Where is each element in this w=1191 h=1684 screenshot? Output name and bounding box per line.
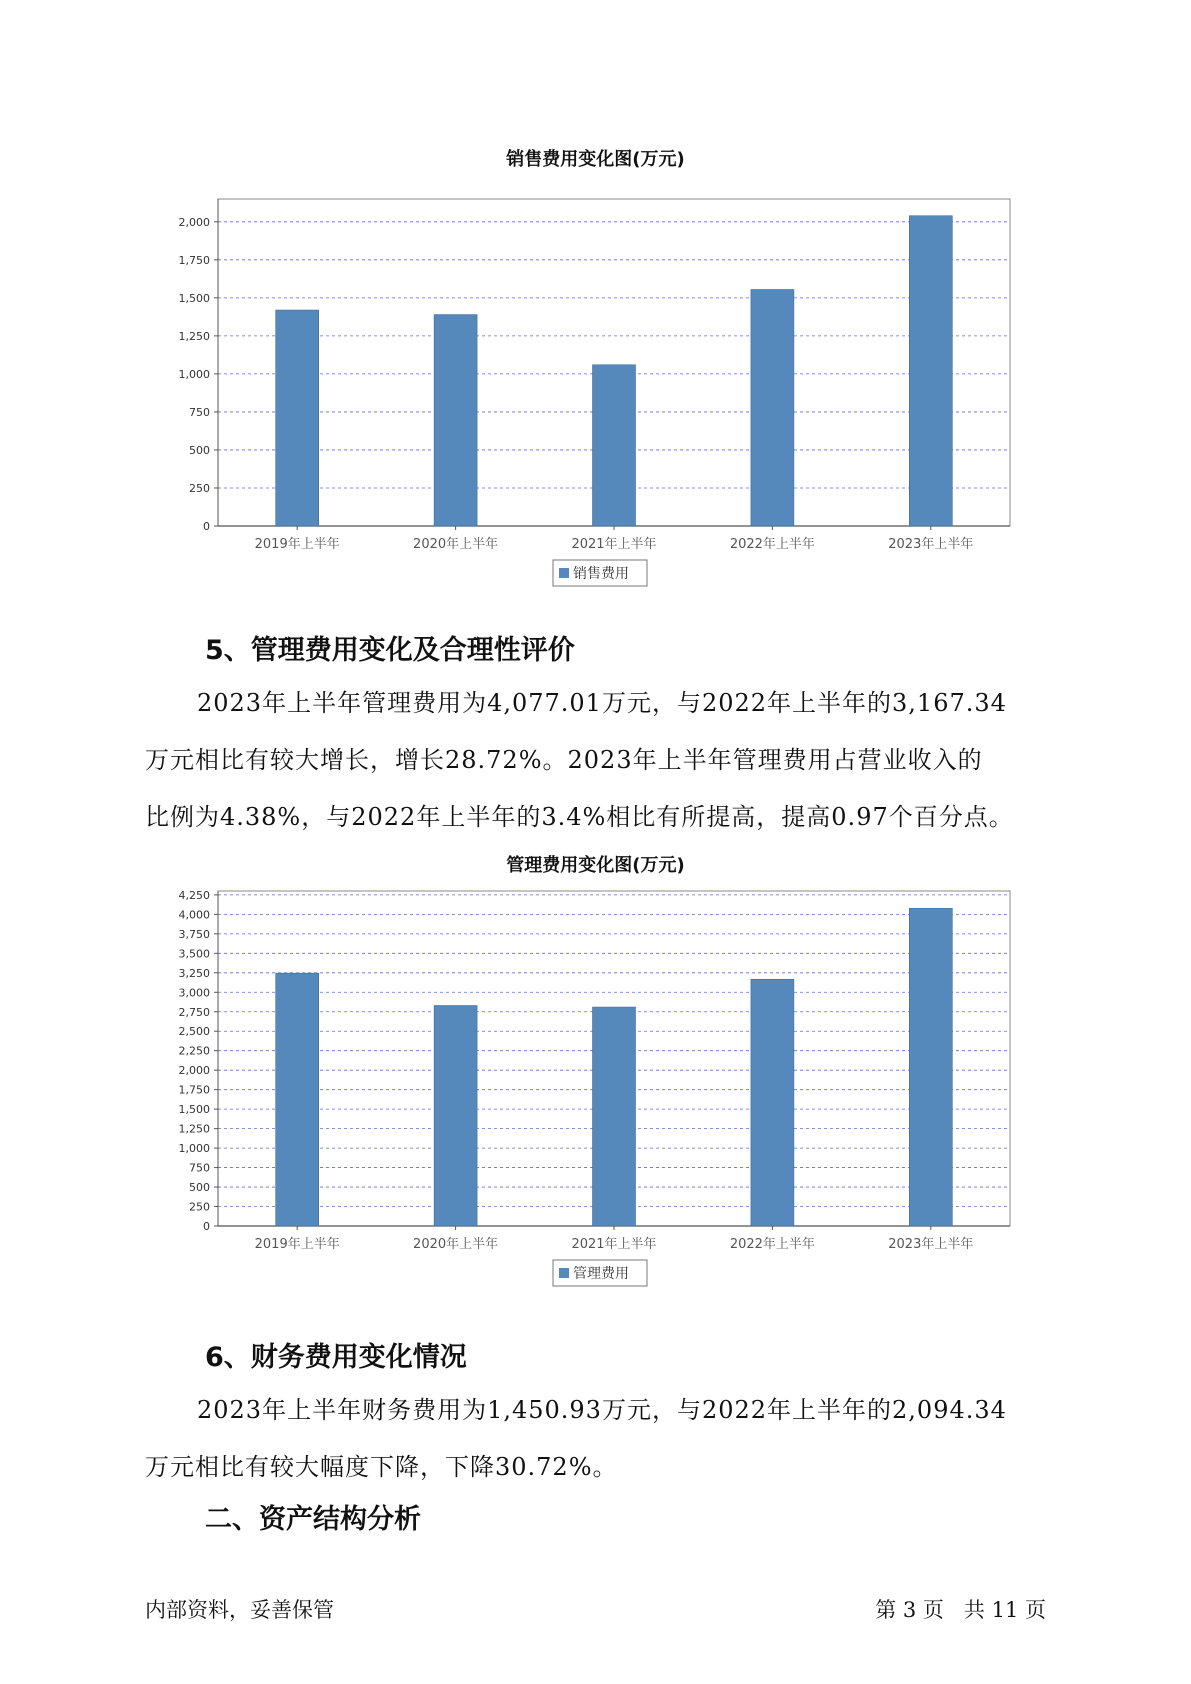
y-tick-label: 500 (189, 1181, 210, 1195)
y-tick-label: 4,000 (178, 908, 210, 922)
y-tick-label: 2,750 (178, 1005, 210, 1019)
y-tick-label: 1,500 (178, 291, 210, 305)
bar (434, 1006, 477, 1226)
y-tick-label: 3,250 (178, 966, 210, 980)
x-tick-label: 2021年上半年 (571, 1237, 657, 1252)
x-tick-label: 2023年上半年 (888, 537, 974, 552)
x-tick-label: 2020年上半年 (413, 537, 499, 552)
y-tick-label: 1,500 (178, 1103, 210, 1117)
y-tick-label: 2,000 (178, 1064, 210, 1078)
y-tick-label: 250 (189, 1200, 210, 1214)
footer-note: 内部资料，妥善保管 (145, 1598, 334, 1622)
y-tick-label: 4,250 (178, 888, 210, 902)
sales-expense-chart (0, 170, 1191, 590)
paragraph-line: 2023年上半年财务费用为1,450.93万元，与2022年上半年的2,094.34 (197, 1396, 1007, 1424)
x-tick-label: 2022年上半年 (729, 537, 815, 552)
section-heading: 二、资产结构分析 (205, 1504, 421, 1535)
y-tick-label: 3,000 (178, 986, 210, 1000)
paragraph-line: 万元相比有较大增长，增长28.72%。2023年上半年管理费用占营业收入的 (145, 746, 983, 774)
y-tick-label: 2,500 (178, 1025, 210, 1039)
y-tick-label: 750 (189, 1161, 210, 1175)
bar (276, 310, 319, 526)
y-tick-label: 0 (203, 1220, 210, 1233)
legend-label: 管理费用 (573, 1266, 629, 1282)
paragraph-line: 比例为4.38%，与2022年上半年的3.4%相比有所提高，提高0.97个百分点。 (145, 803, 1014, 831)
section6-paragraph (145, 1382, 1045, 1496)
y-tick-label: 250 (189, 481, 210, 495)
x-tick-label: 2020年上半年 (413, 1237, 499, 1252)
section-heading: 6、财务费用变化情况 (205, 1342, 467, 1373)
legend-swatch (559, 568, 569, 578)
x-tick-label: 2019年上半年 (254, 1237, 340, 1252)
legend-label: 销售费用 (573, 566, 629, 582)
bar (751, 979, 794, 1226)
y-tick-label: 750 (189, 405, 210, 419)
bar (434, 315, 477, 526)
admin-expense-chart (0, 875, 1191, 1305)
legend-swatch (559, 1268, 569, 1278)
chart-title: 管理费用变化图(万元) (506, 855, 685, 876)
paragraph-line: 万元相比有较大幅度下降，下降30.72%。 (145, 1453, 618, 1481)
chart-title: 销售费用变化图(万元) (506, 149, 685, 170)
y-tick-label: 500 (189, 443, 210, 457)
bar (909, 216, 952, 526)
bar (909, 908, 952, 1226)
y-tick-label: 1,000 (178, 1142, 210, 1156)
bar (751, 289, 794, 526)
y-tick-label: 1,750 (178, 253, 210, 267)
bar (593, 1007, 636, 1226)
y-tick-label: 2,000 (178, 215, 210, 229)
y-tick-label: 1,000 (178, 367, 210, 381)
section5-paragraph (145, 675, 1045, 846)
bar (593, 365, 636, 526)
section-heading: 5、管理费用变化及合理性评价 (205, 635, 575, 666)
paragraph-line: 2023年上半年管理费用为4,077.01万元，与2022年上半年的3,167.34 (197, 689, 1007, 717)
page-number: 第 3 页 共 11 页 (875, 1598, 1046, 1622)
x-tick-label: 2023年上半年 (888, 1237, 974, 1252)
y-tick-label: 1,750 (178, 1083, 210, 1097)
x-tick-label: 2021年上半年 (571, 537, 657, 552)
x-tick-label: 2019年上半年 (254, 537, 340, 552)
y-tick-label: 2,250 (178, 1044, 210, 1058)
y-tick-label: 0 (203, 520, 210, 533)
bar (276, 973, 319, 1226)
y-tick-label: 3,500 (178, 947, 210, 961)
y-tick-label: 1,250 (178, 1122, 210, 1136)
x-tick-label: 2022年上半年 (729, 1237, 815, 1252)
y-tick-label: 1,250 (178, 329, 210, 343)
y-tick-label: 3,750 (178, 927, 210, 941)
